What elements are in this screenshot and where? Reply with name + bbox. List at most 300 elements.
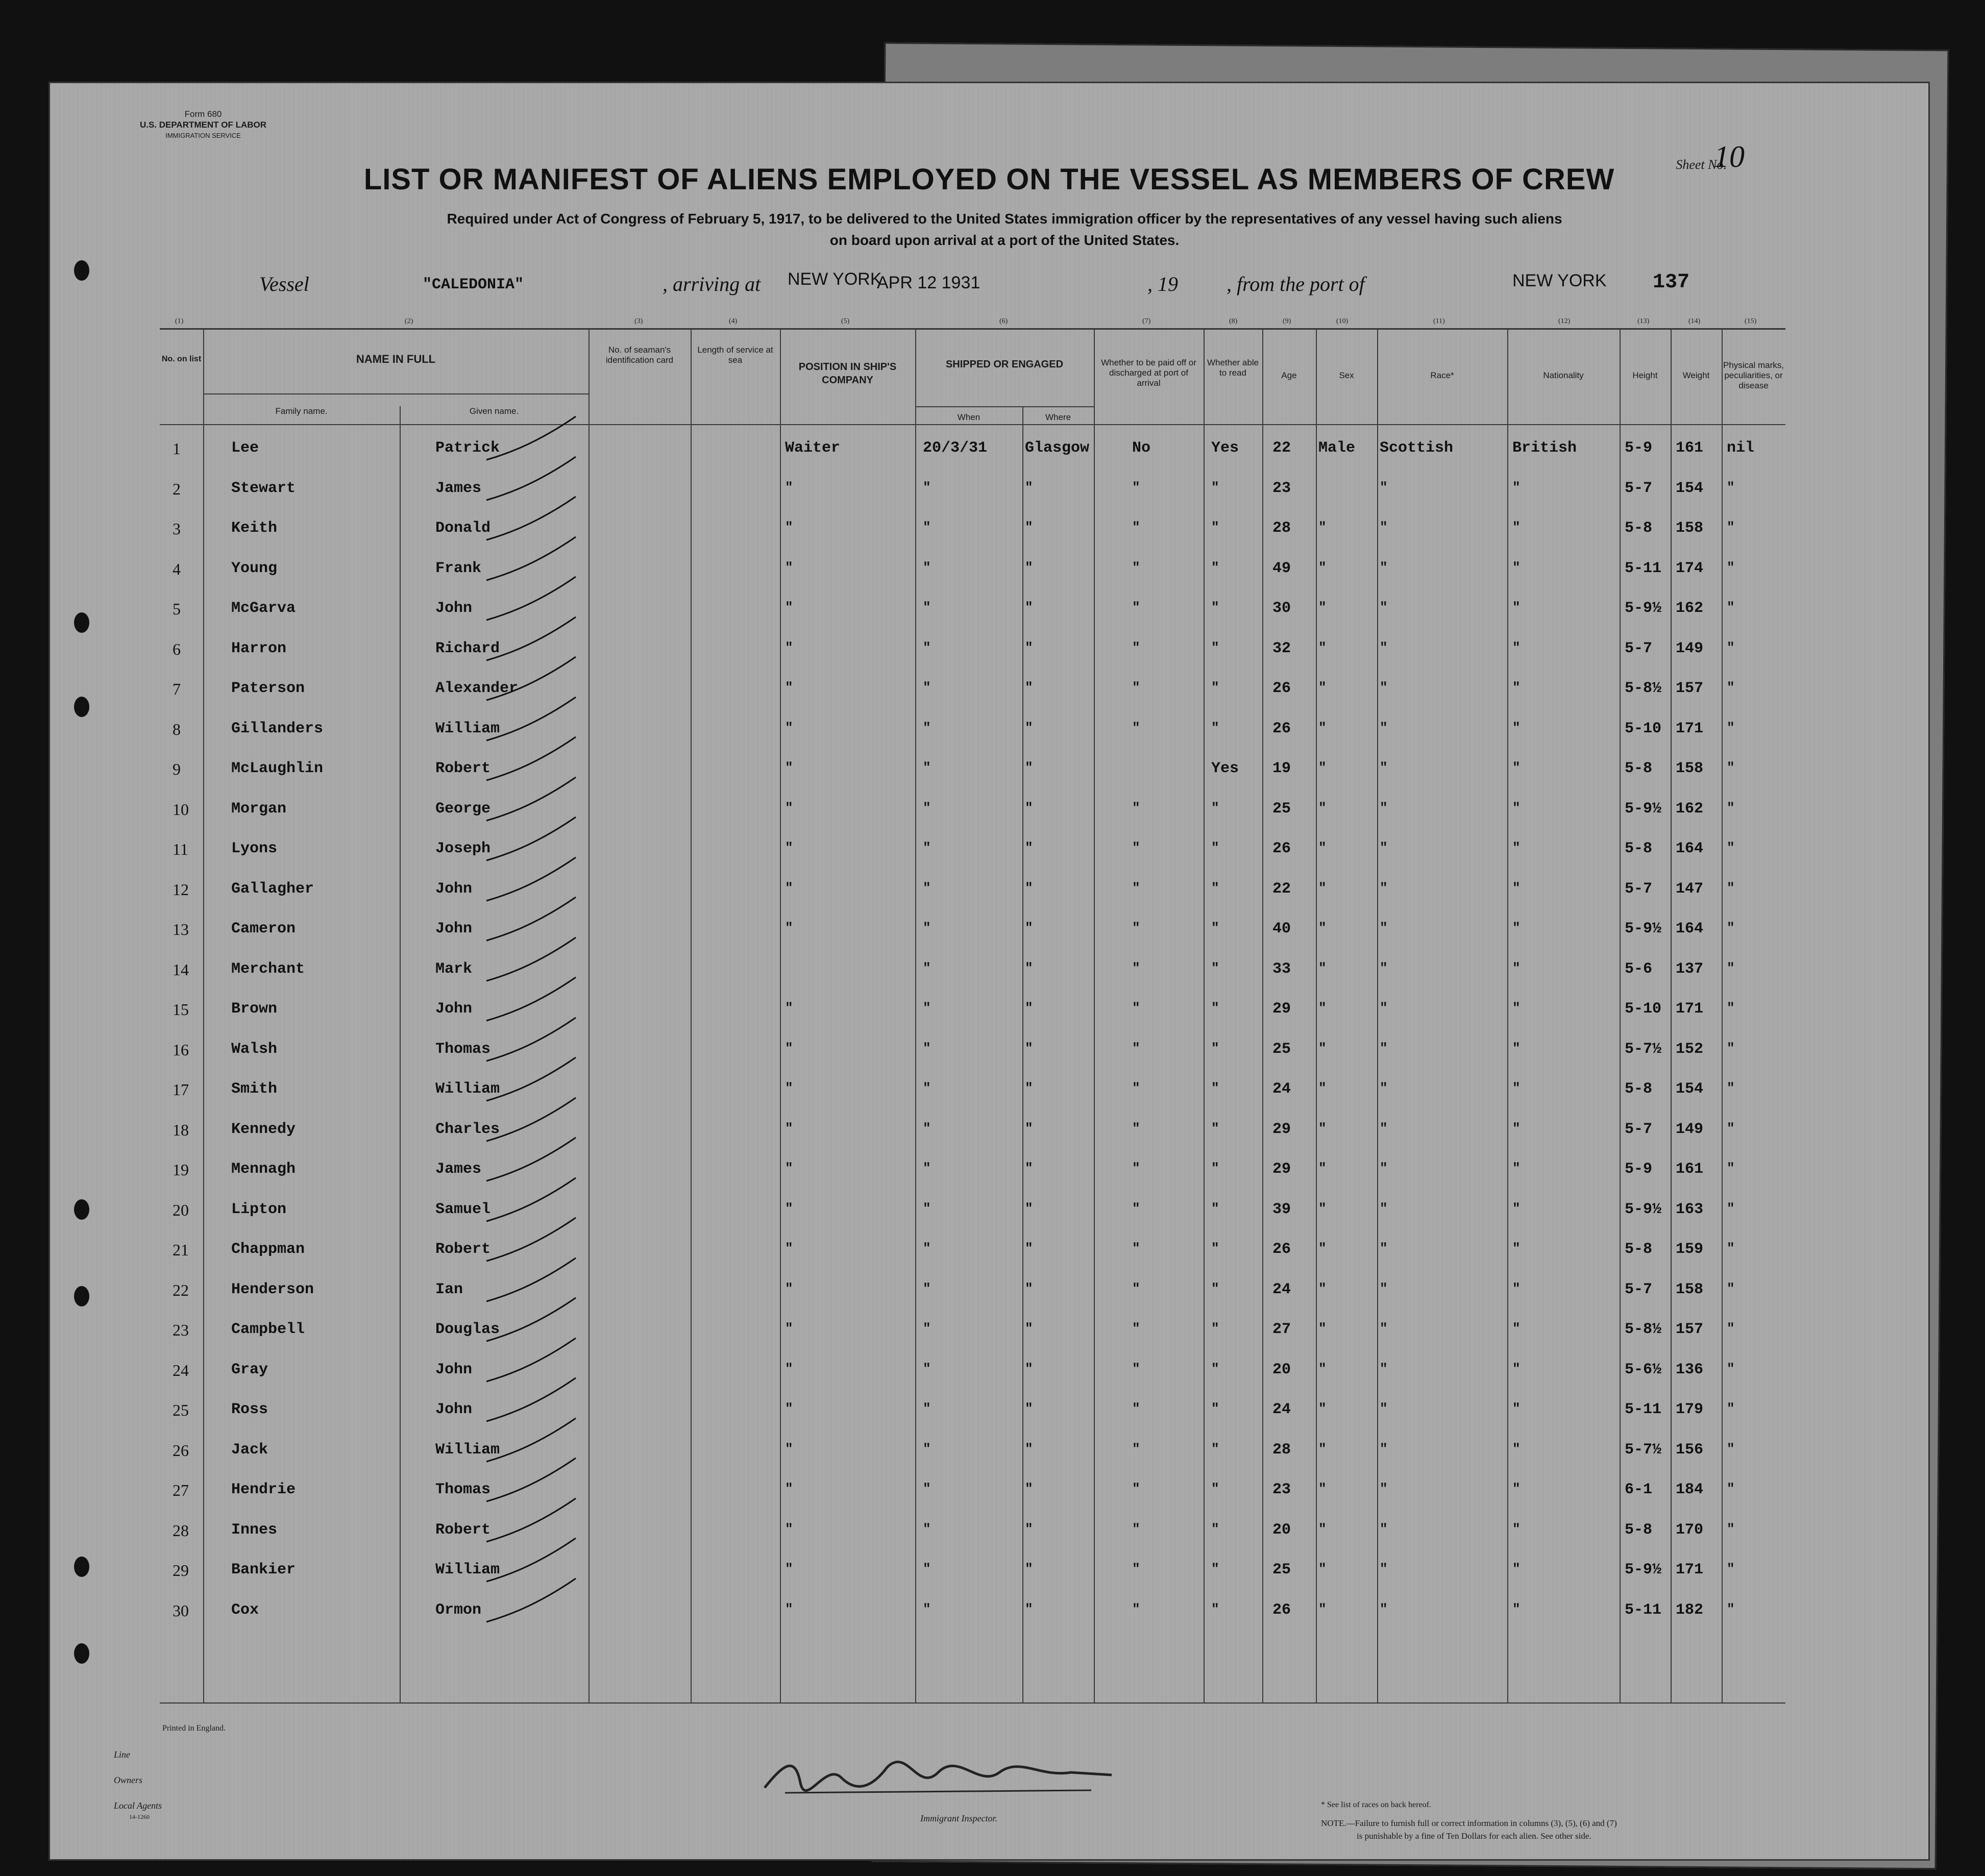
- table-row: [160, 1311, 1785, 1350]
- cell-sex: ": [1318, 1120, 1327, 1136]
- from-port-label: , from the port of: [1227, 273, 1365, 295]
- table-row: [160, 429, 1785, 469]
- cell-read: ": [1211, 880, 1219, 896]
- cell-when: ": [923, 720, 931, 735]
- cell-when: ": [923, 1521, 931, 1537]
- cell-given: Richard: [435, 639, 500, 657]
- cell-family: Lee: [231, 439, 259, 457]
- cell-where: ": [1025, 1120, 1033, 1136]
- cell-when: ": [923, 1401, 931, 1416]
- cell-nationality: British: [1512, 439, 1577, 457]
- cell-paid: ": [1132, 1561, 1140, 1576]
- cell-given: William: [435, 1441, 500, 1459]
- table-row: [160, 1150, 1785, 1190]
- note-line-2: is punishable by a fine of Ten Dollars for each alien. See other side.: [1357, 1831, 1591, 1841]
- cell-marks: ": [1727, 479, 1735, 495]
- cell-position: ": [785, 1241, 793, 1256]
- form-identifier: [127, 109, 280, 141]
- cell-race: ": [1380, 1441, 1388, 1457]
- cell-where: ": [1025, 600, 1033, 615]
- cell-family: Kennedy: [231, 1120, 296, 1138]
- cell-where: ": [1025, 639, 1033, 655]
- col-15-number: (15): [1745, 317, 1757, 325]
- punch-hole: [74, 1286, 89, 1306]
- cell-no: 22: [173, 1280, 189, 1299]
- table-row: [160, 1551, 1785, 1591]
- cell-height: 5-9½: [1625, 1561, 1662, 1578]
- cell-position: ": [785, 1361, 793, 1376]
- cell-family: Cox: [231, 1601, 259, 1619]
- from-port: NEW YORK: [1512, 271, 1607, 290]
- cell-position: ": [785, 760, 793, 775]
- cell-race: ": [1380, 920, 1388, 935]
- cell-when: ": [923, 1361, 931, 1376]
- cell-read: ": [1211, 1120, 1219, 1136]
- cell-read: ": [1211, 559, 1219, 575]
- cell-weight: 161: [1676, 1161, 1704, 1178]
- form-number: Form 680: [184, 109, 222, 119]
- cell-read: ": [1211, 840, 1219, 855]
- cell-paid: ": [1132, 800, 1140, 816]
- cell-height: 5-6½: [1625, 1361, 1662, 1378]
- cell-family: Bankier: [231, 1561, 296, 1578]
- cell-position: ": [785, 1601, 793, 1617]
- form-code: 14-1260: [129, 1813, 150, 1820]
- cell-height: 5-11: [1625, 559, 1662, 577]
- cell-position: ": [785, 920, 793, 935]
- cell-family: Cameron: [231, 920, 296, 937]
- cell-where: ": [1025, 1000, 1033, 1016]
- cell-weight: 157: [1676, 1321, 1704, 1338]
- col-read-header: Whether able to read: [1207, 358, 1259, 378]
- col-nationality-header: Nationality: [1543, 371, 1584, 380]
- cell-age: 32: [1272, 639, 1291, 657]
- cell-sex: ": [1318, 559, 1327, 575]
- cell-sex: ": [1318, 1161, 1327, 1176]
- cell-position: ": [785, 680, 793, 695]
- cell-when: ": [923, 1561, 931, 1576]
- col-family-header: Family name.: [275, 406, 328, 416]
- cell-age: 22: [1272, 880, 1291, 898]
- cell-read: ": [1211, 600, 1219, 615]
- punch-hole: [74, 1643, 89, 1664]
- cell-height: 5-7: [1625, 880, 1653, 898]
- cell-race: ": [1380, 1161, 1388, 1176]
- check-mark: [484, 1576, 581, 1627]
- table-row: [160, 1591, 1785, 1631]
- cell-when: ": [923, 1200, 931, 1216]
- cell-where: ": [1025, 1481, 1033, 1496]
- cell-weight: 136: [1676, 1361, 1704, 1378]
- cell-height: 5-7: [1625, 479, 1653, 497]
- punch-hole: [74, 697, 89, 717]
- cell-given: Alexander: [435, 680, 519, 697]
- cell-sex: ": [1318, 1441, 1327, 1457]
- cell-nationality: ": [1512, 960, 1521, 976]
- page-number: 137: [1653, 271, 1690, 294]
- cell-sex: ": [1318, 1000, 1327, 1016]
- cell-paid: ": [1132, 1601, 1140, 1617]
- cell-marks: ": [1727, 1280, 1735, 1296]
- cell-when: ": [923, 1080, 931, 1096]
- owners-label: Owners: [114, 1775, 143, 1785]
- cell-where: ": [1025, 1601, 1033, 1617]
- cell-given: George: [435, 800, 491, 818]
- cell-nationality: ": [1512, 800, 1521, 816]
- cell-given: William: [435, 720, 500, 737]
- cell-read: ": [1211, 720, 1219, 735]
- cell-marks: ": [1727, 800, 1735, 816]
- cell-weight: 158: [1676, 1280, 1704, 1298]
- cell-given: Mark: [435, 960, 473, 978]
- col-age-header: Age: [1281, 371, 1297, 380]
- col-8-number: (8): [1229, 317, 1238, 325]
- cell-age: 19: [1272, 760, 1291, 777]
- cell-given: John: [435, 600, 473, 617]
- table-row: [160, 1230, 1785, 1270]
- cell-paid: ": [1132, 1000, 1140, 1016]
- cell-nationality: ": [1512, 1521, 1521, 1537]
- line-label: Line: [114, 1749, 131, 1760]
- cell-paid: ": [1132, 1080, 1140, 1096]
- arrival-date-stamp: APR 12 1931: [877, 273, 981, 292]
- races-note: * See list of races on back hereof.: [1321, 1800, 1431, 1809]
- cell-where: ": [1025, 520, 1033, 535]
- cell-marks: ": [1727, 1161, 1735, 1176]
- cell-paid: ": [1132, 559, 1140, 575]
- cell-position: ": [785, 800, 793, 816]
- cell-no: 7: [173, 680, 181, 698]
- cell-height: 5-11: [1625, 1601, 1662, 1619]
- table-row: [160, 1030, 1785, 1070]
- cell-where: ": [1025, 680, 1033, 695]
- cell-when: ": [923, 1161, 931, 1176]
- arriving-label: , arriving at: [663, 273, 761, 295]
- subtitle-line-1: Required under Act of Congress of February 5, 1917, to be delivered to the United States immigration officer by the representatives of any vessel having such aliens: [447, 211, 1562, 227]
- cell-height: 5-9: [1625, 1161, 1653, 1178]
- cell-read: ": [1211, 1241, 1219, 1256]
- cell-weight: 171: [1676, 1561, 1704, 1578]
- cell-age: 24: [1272, 1080, 1291, 1098]
- cell-family: Smith: [231, 1080, 278, 1098]
- vessel-label: Vessel: [259, 273, 309, 295]
- cell-no: 25: [173, 1401, 189, 1419]
- cell-sex: ": [1318, 1401, 1327, 1416]
- cell-sex: ": [1318, 800, 1327, 816]
- cell-sex: ": [1318, 680, 1327, 695]
- table-row: [160, 1511, 1785, 1551]
- cell-marks: nil: [1727, 439, 1755, 457]
- cell-read: ": [1211, 1161, 1219, 1176]
- subtitle: [290, 208, 1719, 251]
- punch-hole: [74, 1557, 89, 1577]
- cell-no: 12: [173, 880, 189, 899]
- cell-when: ": [923, 760, 931, 775]
- cell-family: Campbell: [231, 1321, 305, 1338]
- cell-when: ": [923, 1040, 931, 1056]
- cell-nationality: ": [1512, 1161, 1521, 1176]
- cell-given: John: [435, 880, 473, 898]
- cell-height: 5-8: [1625, 1080, 1653, 1098]
- cell-when: ": [923, 880, 931, 896]
- cell-marks: ": [1727, 1481, 1735, 1496]
- cell-family: Young: [231, 559, 278, 577]
- cell-where: ": [1025, 559, 1033, 575]
- cell-given: Joseph: [435, 840, 491, 857]
- cell-no: 2: [173, 479, 181, 498]
- cell-marks: ": [1727, 1241, 1735, 1256]
- cell-height: 5-9½: [1625, 920, 1662, 937]
- col-7-number: (7): [1142, 317, 1151, 325]
- sheet-number-label: Sheet No.: [1676, 157, 1727, 172]
- cell-height: 5-8½: [1625, 680, 1662, 697]
- cell-race: ": [1380, 1000, 1388, 1016]
- cell-where: ": [1025, 720, 1033, 735]
- cell-height: 5-9: [1625, 439, 1653, 457]
- cell-no: 13: [173, 920, 189, 939]
- cell-position: ": [785, 639, 793, 655]
- note-line-1: NOTE.—Failure to furnish full or correct information in columns (3), (5), (6) and (7): [1321, 1818, 1617, 1828]
- col-2-number: (2): [405, 317, 413, 325]
- cell-height: 5-8: [1625, 1521, 1653, 1539]
- cell-given: Frank: [435, 559, 482, 577]
- cell-race: ": [1380, 720, 1388, 735]
- cell-nationality: ": [1512, 840, 1521, 855]
- cell-read: ": [1211, 1321, 1219, 1336]
- cell-nationality: ": [1512, 1000, 1521, 1016]
- cell-where: ": [1025, 880, 1033, 896]
- cell-race: ": [1380, 1040, 1388, 1056]
- cell-weight: 158: [1676, 760, 1704, 777]
- cell-paid: ": [1132, 600, 1140, 615]
- punch-hole: [74, 1199, 89, 1220]
- cell-marks: ": [1727, 760, 1735, 775]
- cell-age: 49: [1272, 559, 1291, 577]
- cell-no: 4: [173, 559, 181, 578]
- cell-given: Thomas: [435, 1040, 491, 1058]
- cell-where: Glasgow: [1025, 439, 1090, 457]
- cell-family: Henderson: [231, 1280, 314, 1298]
- cell-marks: ": [1727, 880, 1735, 896]
- cell-age: 24: [1272, 1401, 1291, 1418]
- cell-nationality: ": [1512, 1040, 1521, 1056]
- cell-where: ": [1025, 840, 1033, 855]
- col-position-header: POSITION IN SHIP'S COMPANY: [798, 361, 897, 386]
- cell-given: James: [435, 479, 482, 497]
- cell-read: ": [1211, 1481, 1219, 1496]
- cell-where: ": [1025, 960, 1033, 976]
- cell-race: ": [1380, 1401, 1388, 1416]
- cell-given: Robert: [435, 1521, 491, 1539]
- cell-read: ": [1211, 1601, 1219, 1617]
- cell-weight: 154: [1676, 479, 1704, 497]
- cell-position: ": [785, 1521, 793, 1537]
- cell-given: John: [435, 920, 473, 937]
- cell-age: 29: [1272, 1120, 1291, 1138]
- cell-family: Hendrie: [231, 1481, 296, 1498]
- col-4-number: (4): [729, 317, 738, 325]
- cell-height: 5-6: [1625, 960, 1653, 978]
- cell-weight: 162: [1676, 800, 1704, 818]
- cell-race: ": [1380, 800, 1388, 816]
- cell-sex: ": [1318, 840, 1327, 855]
- cell-marks: ": [1727, 559, 1735, 575]
- cell-read: ": [1211, 639, 1219, 655]
- cell-weight: 158: [1676, 520, 1704, 537]
- cell-weight: 162: [1676, 600, 1704, 617]
- cell-read: ": [1211, 520, 1219, 535]
- cell-where: ": [1025, 1401, 1033, 1416]
- cell-family: McLaughlin: [231, 760, 324, 777]
- cell-height: 5-9½: [1625, 1200, 1662, 1218]
- cell-read: ": [1211, 1200, 1219, 1216]
- cell-no: 26: [173, 1441, 189, 1460]
- cell-marks: ": [1727, 520, 1735, 535]
- cell-position: ": [785, 1120, 793, 1136]
- inspector-label: Immigrant Inspector.: [920, 1813, 997, 1823]
- cell-age: 27: [1272, 1321, 1291, 1338]
- cell-nationality: ": [1512, 1561, 1521, 1576]
- cell-weight: 179: [1676, 1401, 1704, 1418]
- cell-no: 19: [173, 1161, 189, 1179]
- cell-weight: 157: [1676, 680, 1704, 697]
- table-row: [160, 790, 1785, 830]
- cell-where: ": [1025, 1441, 1033, 1457]
- cell-age: 23: [1272, 479, 1291, 497]
- cell-height: 6-1: [1625, 1481, 1653, 1498]
- cell-position: Waiter: [785, 439, 841, 457]
- cell-given: Donald: [435, 520, 491, 537]
- cell-when: ": [923, 479, 931, 495]
- cell-read: ": [1211, 479, 1219, 495]
- cell-marks: ": [1727, 639, 1735, 655]
- cell-height: 5-9½: [1625, 800, 1662, 818]
- cell-sex: ": [1318, 720, 1327, 735]
- cell-race: ": [1380, 880, 1388, 896]
- cell-sex: ": [1318, 1241, 1327, 1256]
- arriving-port: NEW YORK: [788, 269, 882, 289]
- cell-race: ": [1380, 1280, 1388, 1296]
- cell-age: 20: [1272, 1361, 1291, 1378]
- cell-nationality: ": [1512, 1241, 1521, 1256]
- cell-no: 3: [173, 520, 181, 538]
- col-13-number: (13): [1637, 317, 1650, 325]
- cell-nationality: ": [1512, 1441, 1521, 1457]
- cell-sex: ": [1318, 600, 1327, 615]
- cell-read: ": [1211, 1441, 1219, 1457]
- cell-position: ": [785, 880, 793, 896]
- cell-where: ": [1025, 1361, 1033, 1376]
- cell-nationality: ": [1512, 1280, 1521, 1296]
- cell-nationality: ": [1512, 920, 1521, 935]
- cell-marks: ": [1727, 680, 1735, 695]
- cell-weight: 154: [1676, 1080, 1704, 1098]
- cell-read: ": [1211, 1401, 1219, 1416]
- cell-no: 11: [173, 840, 188, 858]
- cell-family: Paterson: [231, 680, 305, 697]
- table-row: [160, 670, 1785, 709]
- cell-read: ": [1211, 1280, 1219, 1296]
- cell-paid: ": [1132, 479, 1140, 495]
- cell-no: 17: [173, 1080, 189, 1099]
- vessel-line: [259, 269, 1791, 303]
- cell-given: James: [435, 1161, 482, 1178]
- cell-height: 5-10: [1625, 1000, 1662, 1018]
- cell-no: 27: [173, 1481, 189, 1499]
- cell-read: ": [1211, 1000, 1219, 1016]
- cell-weight: 163: [1676, 1200, 1704, 1218]
- cell-marks: ": [1727, 1441, 1735, 1457]
- cell-nationality: ": [1512, 559, 1521, 575]
- cell-when: ": [923, 800, 931, 816]
- cell-read: ": [1211, 800, 1219, 816]
- cell-height: 5-8: [1625, 1241, 1653, 1258]
- cell-race: ": [1380, 960, 1388, 976]
- vessel-name: "CALEDONIA": [423, 276, 524, 293]
- cell-family: Gillanders: [231, 720, 324, 737]
- col-paid-header: Whether to be paid off or discharged at port of arrival: [1101, 358, 1196, 388]
- col-race-header: Race*: [1430, 371, 1454, 380]
- cell-weight: 164: [1676, 840, 1704, 857]
- cell-weight: 171: [1676, 1000, 1704, 1018]
- cell-family: Merchant: [231, 960, 305, 978]
- printed-note: Printed in England.: [162, 1724, 226, 1733]
- inspector-signature: [754, 1742, 1122, 1808]
- cell-age: 22: [1272, 439, 1291, 457]
- cell-age: 29: [1272, 1161, 1291, 1178]
- cell-age: 33: [1272, 960, 1291, 978]
- cell-paid: No: [1132, 439, 1151, 457]
- cell-no: 1: [173, 439, 181, 458]
- cell-paid: ": [1132, 520, 1140, 535]
- cell-no: 5: [173, 600, 181, 618]
- cell-when: ": [923, 1120, 931, 1136]
- cell-when: ": [923, 1000, 931, 1016]
- cell-nationality: ": [1512, 1200, 1521, 1216]
- cell-family: Gray: [231, 1361, 268, 1378]
- cell-position: ": [785, 600, 793, 615]
- cell-family: Keith: [231, 520, 278, 537]
- cell-read: ": [1211, 1040, 1219, 1056]
- manifest-sheet: [48, 82, 1930, 1861]
- table-row: [160, 830, 1785, 870]
- cell-when: ": [923, 520, 931, 535]
- cell-marks: ": [1727, 600, 1735, 615]
- cell-read: ": [1211, 1521, 1219, 1537]
- cell-height: 5-8: [1625, 760, 1653, 777]
- cell-no: 9: [173, 760, 181, 778]
- cell-age: 28: [1272, 520, 1291, 537]
- cell-race: ": [1380, 520, 1388, 535]
- cell-when: ": [923, 920, 931, 935]
- cell-read: ": [1211, 920, 1219, 935]
- cell-age: 20: [1272, 1521, 1291, 1539]
- cell-no: 30: [173, 1601, 189, 1620]
- cell-when: ": [923, 680, 931, 695]
- cell-where: ": [1025, 1561, 1033, 1576]
- cell-family: Lipton: [231, 1200, 287, 1218]
- punch-hole: [74, 260, 89, 281]
- cell-sex: ": [1318, 1200, 1327, 1216]
- col-10-number: (10): [1336, 317, 1349, 325]
- cell-marks: ": [1727, 1561, 1735, 1576]
- cell-when: ": [923, 1601, 931, 1617]
- cell-where: ": [1025, 1521, 1033, 1537]
- cell-position: ": [785, 479, 793, 495]
- cell-where: ": [1025, 1280, 1033, 1296]
- cell-paid: ": [1132, 1200, 1140, 1216]
- cell-race: Scottish: [1380, 439, 1454, 457]
